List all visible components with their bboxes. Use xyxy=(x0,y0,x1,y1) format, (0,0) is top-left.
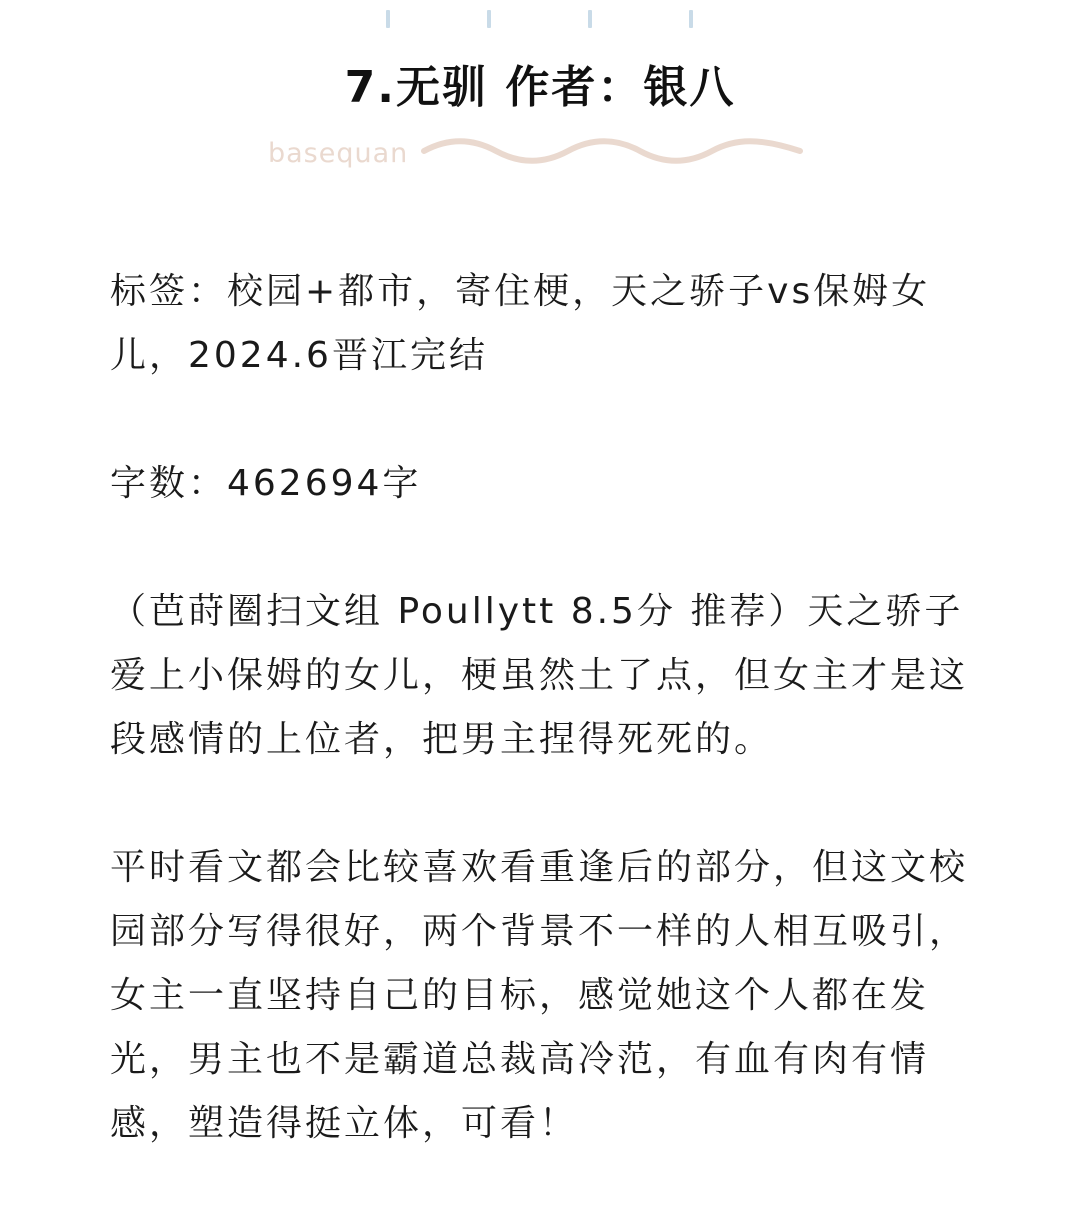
decoration-tick xyxy=(386,10,390,28)
wave-divider-icon xyxy=(420,136,805,166)
post-title: 7.无驯 作者：银八 xyxy=(344,62,736,113)
word-count-paragraph: 字数：462694字 xyxy=(110,463,422,504)
watermark-text: basequan xyxy=(268,138,409,169)
review-intro-paragraph: （芭莳圈扫文组 Poullytt 8.5分 推荐）天之骄子爱上小保姆的女儿，梗虽然土了点，但女主才是这段感情的上位者，把男主捏得死死的。 xyxy=(110,591,969,760)
top-decoration xyxy=(0,10,1080,28)
tags-paragraph: 标签：校园+都市，寄住梗，天之骄子vs保姆女儿，2024.6晋江完结 xyxy=(110,271,931,376)
review-detail-paragraph: 平时看文都会比较喜欢看重逢后的部分，但这文校园部分写得很好，两个背景不一样的人相互吸引，女主一直坚持自己的目标，感觉她这个人都在发光，男主也不是霸道总裁高冷范，有血有肉有情感，塑造得挺立体，可看！ xyxy=(110,847,969,1144)
decoration-tick xyxy=(689,10,693,28)
decoration-tick xyxy=(487,10,491,28)
decoration-tick xyxy=(588,10,592,28)
post-body xyxy=(110,260,980,1156)
